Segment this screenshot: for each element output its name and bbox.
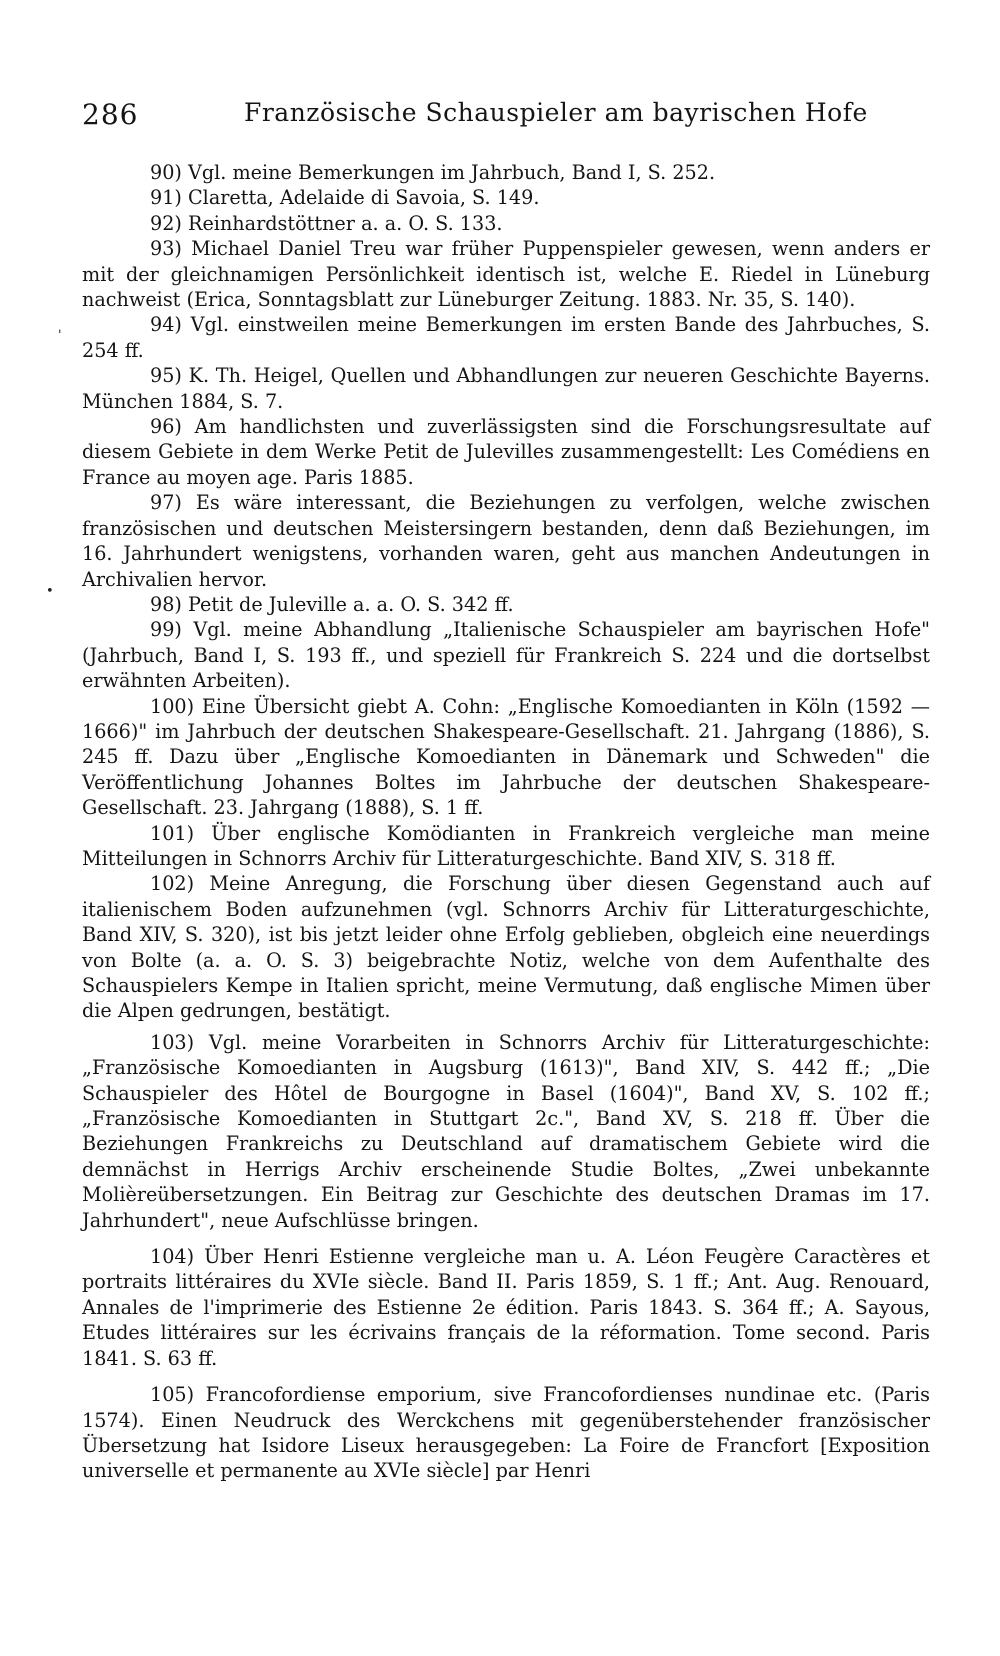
margin-mark: ' xyxy=(58,328,62,343)
footnote-92: 92) Reinhardstöttner a. a. O. S. 133. xyxy=(150,211,503,235)
footnote-93: 93) Michael Daniel Treu war früher Puppenspieler gewesen, wenn anders er mit der gleichnamigen Persönlichkeit identisch ist, welche E. Riedel in Lüneburg nachweist (Erica, Sonntagsblatt zur Lüneburger Zeitung. 1883. Nr. 35, S. 140). xyxy=(82,237,930,312)
footnotes xyxy=(82,160,930,1484)
footnote-91: 91) Claretta, Adelaide di Savoia, S. 149. xyxy=(150,186,540,210)
footnote-103: 103) Vgl. meine Vorarbeiten in Schnorrs Archiv für Litteraturgeschichte: „Französische Komoedianten in Augsburg (1613)", Band XIV, S. 442 ff.; „Die Schauspieler des Hôtel de Bourgogne in Basel (1604)", Band XV, S. 102 ff.; „Französische Komoedianten in Stuttgart 2c.", Band XV, S. 218 ff. Über die Beziehungen Frankreichs zu Deutschland auf dramatischem Gebiete wird die demnächst in Herrigs Archiv erscheinende Studie Boltes, „Zwei unbekannte Molièreübersetzungen. Ein Beitrag zur Geschichte des deutschen Dramas im 17. Jahrhundert", neue Aufschlüsse bringen. xyxy=(82,1030,930,1232)
footnote-99: 99) Vgl. meine Abhandlung „Italienische Schauspieler am bayrischen Hofe" (Jahrbuch, Band I, S. 193 ff., und speziell für Frankreich S. 224 und die dortselbst erwähnten Arbeiten). xyxy=(82,618,930,693)
footnote-95: 95) K. Th. Heigel, Quellen und Abhandlungen zur neueren Geschichte Bayerns. München 1884, S. 7. xyxy=(82,364,930,413)
page-number: 286 xyxy=(82,98,139,131)
footnote-94: 94) Vgl. einstweilen meine Bemerkungen im ersten Bande des Jahrbuches, S. 254 ff. xyxy=(82,313,930,362)
footnote-96: 96) Am handlichsten und zuverlässigsten sind die Forschungsresultate auf diesem Gebiete in dem Werke Petit de Julevilles zusammengestellt: Les Comédiens en France au moyen age. Paris 1885. xyxy=(82,415,930,489)
footnote-105: 105) Francofordiense emporium, sive Francofordienses nundinae etc. (Paris 1574). Einen Neudruck des Werckchens mit gegenüberstehender französischer Übersetzung hat Isidore Liseux herausgegeben: La Foire de Francfort [Exposition universelle et permanente au XVIe siècle] par Henri xyxy=(82,1383,930,1483)
footnote-102: 102) Meine Anregung, die Forschung über diesen Gegenstand auch auf italienischem Boden aufzunehmen (vgl. Schnorrs Archiv für Litteraturgeschichte, Band XIV, S. 320), ist bis jetzt leider ohne Erfolg geblieben, obgleich eine neuerdings von Bolte (a. a. O. S. 3) beigebrachte Notiz, welche von dem Aufenthalte des Schauspielers Kempe in Italien spricht, meine Vermutung, daß englische Mimen über die Alpen gedrungen, bestätigt. xyxy=(82,872,930,1023)
margin-dot: • xyxy=(46,584,54,599)
footnote-104: 104) Über Henri Estienne vergleiche man u. A. Léon Feugère Caractères et portraits littéraires du XVIe siècle. Band II. Paris 1859, S. 1 ff.; Ant. Aug. Renouard, Annales de l'imprimerie des Estienne 2e édition. Paris 1843. S. 364 ff.; A. Sayous, Etudes littéraires sur les écrivains français de la réformation. Tome second. Paris 1841. S. 63 ff. xyxy=(82,1245,930,1370)
footnote-97: 97) Es wäre interessant, die Beziehungen zu verfolgen, welche zwischen französischen und deutschen Meistersingern bestanden, denn daß Beziehungen, im 16. Jahrhundert wenigstens, vorhanden waren, geht aus manchen Andeutungen in Archivalien hervor. xyxy=(82,491,930,591)
footnote-98: 98) Petit de Juleville a. a. O. S. 342 ff. xyxy=(150,592,514,616)
running-title: Französische Schauspieler am bayrischen Hofe xyxy=(244,98,868,127)
page-header xyxy=(82,98,932,138)
footnote-101: 101) Über englische Komödianten in Frankreich vergleiche man meine Mitteilungen in Schnorrs Archiv für Litteraturgeschichte. Band XIV, S. 318 ff. xyxy=(82,821,930,870)
footnote-90: 90) Vgl. meine Bemerkungen im Jahrbuch, Band I, S. 252. xyxy=(150,161,716,184)
footnote-100: 100) Eine Übersicht giebt A. Cohn: „Englische Komoedianten in Köln (1592 — 1666)" im Jahrbuch der deutschen Shakespeare-Gesellschaft. 21. Jahrgang (1886), S. 245 ff. Dazu über „Englische Komoedianten in Dänemark und Schweden" die Veröffentlichung Johannes Boltes im Jahrbuche der deutschen Shakespeare-Gesellschaft. 23. Jahrgang (1888), S. 1 ff. xyxy=(82,694,930,820)
